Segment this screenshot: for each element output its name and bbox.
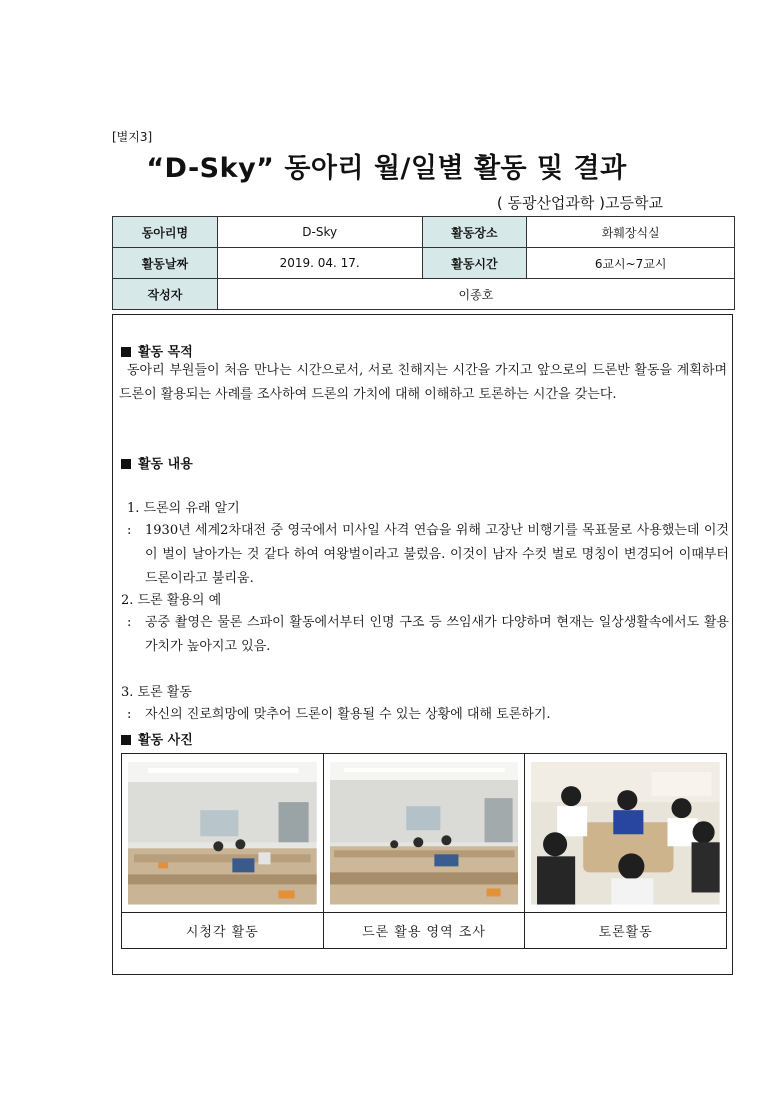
classroom-photo [128,762,317,905]
info-table [112,216,735,310]
author-value: 이종호 [217,279,734,310]
content-item-desc-text: 자신의 진로희망에 맞추어 드론이 활용될 수 있는 상황에 대해 토론하기. [145,707,551,722]
photo-caption-research: 드론 활용 영역 조사 [324,913,526,948]
info-row [113,248,735,279]
content-item-title: 2. 드론 활용의 예 [121,593,222,608]
content-box [112,314,733,975]
caption-row [122,913,726,948]
club-name-label: 동아리명 [113,217,218,248]
photo-cell [525,754,726,912]
purpose-heading-text: 활동 목적 [138,345,193,360]
colon-mark: : [127,523,132,538]
author-label: 작성자 [113,279,218,310]
photos-heading [121,729,193,748]
activity-date-value: 2019. 04. 17. [217,248,422,279]
school-name: ( 동광산업과학 )고등학교 [496,194,663,212]
purpose-heading [121,341,193,360]
content-heading-text: 활동 내용 [138,457,193,472]
purpose-text: 동아리 부원들이 처음 만나는 시간으로서, 서로 친해지는 시간을 가지고 앞으로의 드론반 활동을 계획하며 드론이 활용되는 사례를 조사하여 드론의 가치에 대해 이해하고 토론하는 시간을 갖는다. [119,363,727,402]
photo-caption-av: 시청각 활동 [122,913,324,948]
content-item-desc [127,519,729,591]
content-item-desc-text: 공중 촬영은 물론 스파이 활동에서부터 인명 구조 등 쓰임새가 다양하며 현재는 일상생활속에서도 활용가치가 높아지고 있음. [145,615,729,654]
photo-caption-discussion: 토론활동 [598,925,653,941]
content-item-desc [127,611,729,659]
photo-cell [122,754,324,912]
photo-cell [324,754,526,912]
content-item-title: 1. 드론의 유래 알기 [127,501,240,516]
discussion-photo [531,762,720,905]
photo-row [122,754,726,913]
square-bullet-icon [121,459,131,469]
colon-mark: : [127,707,132,722]
square-bullet-icon [121,347,131,357]
colon-mark: : [127,615,132,630]
photos-heading-text: 활동 사진 [138,733,193,748]
info-row [113,279,735,310]
document-title: “D-Sky” 동아리 월/일별 활동 및 결과 [146,153,627,184]
square-bullet-icon [121,735,131,745]
content-item-title: 3. 토론 활동 [121,685,192,700]
content-heading [121,453,193,472]
content-item-desc-text: 1930년 세계2차대전 중 영국에서 미사일 사격 연습을 위해 고장난 비행기를 목표물로 사용했는데 이것이 벌이 날아가는 것 같다 하여 여왕벌이라고 불렀음. 이것이 남자 수컷 벌로 명칭이 변경되어 이때부터 드론이라고 불리움. [145,523,729,586]
activity-time-label: 활동시간 [422,248,527,279]
info-row [113,217,735,248]
club-name-value: D-Sky [217,217,422,248]
activity-place-label: 활동장소 [422,217,527,248]
content-item-desc [127,703,729,727]
activity-time-value: 6교시~7교시 [527,248,735,279]
research-photo [330,762,519,905]
annex-label: [별지3] [112,130,153,144]
activity-place-value: 화훼장식실 [527,217,735,248]
photo-table [121,753,727,949]
activity-date-label: 활동날짜 [113,248,218,279]
